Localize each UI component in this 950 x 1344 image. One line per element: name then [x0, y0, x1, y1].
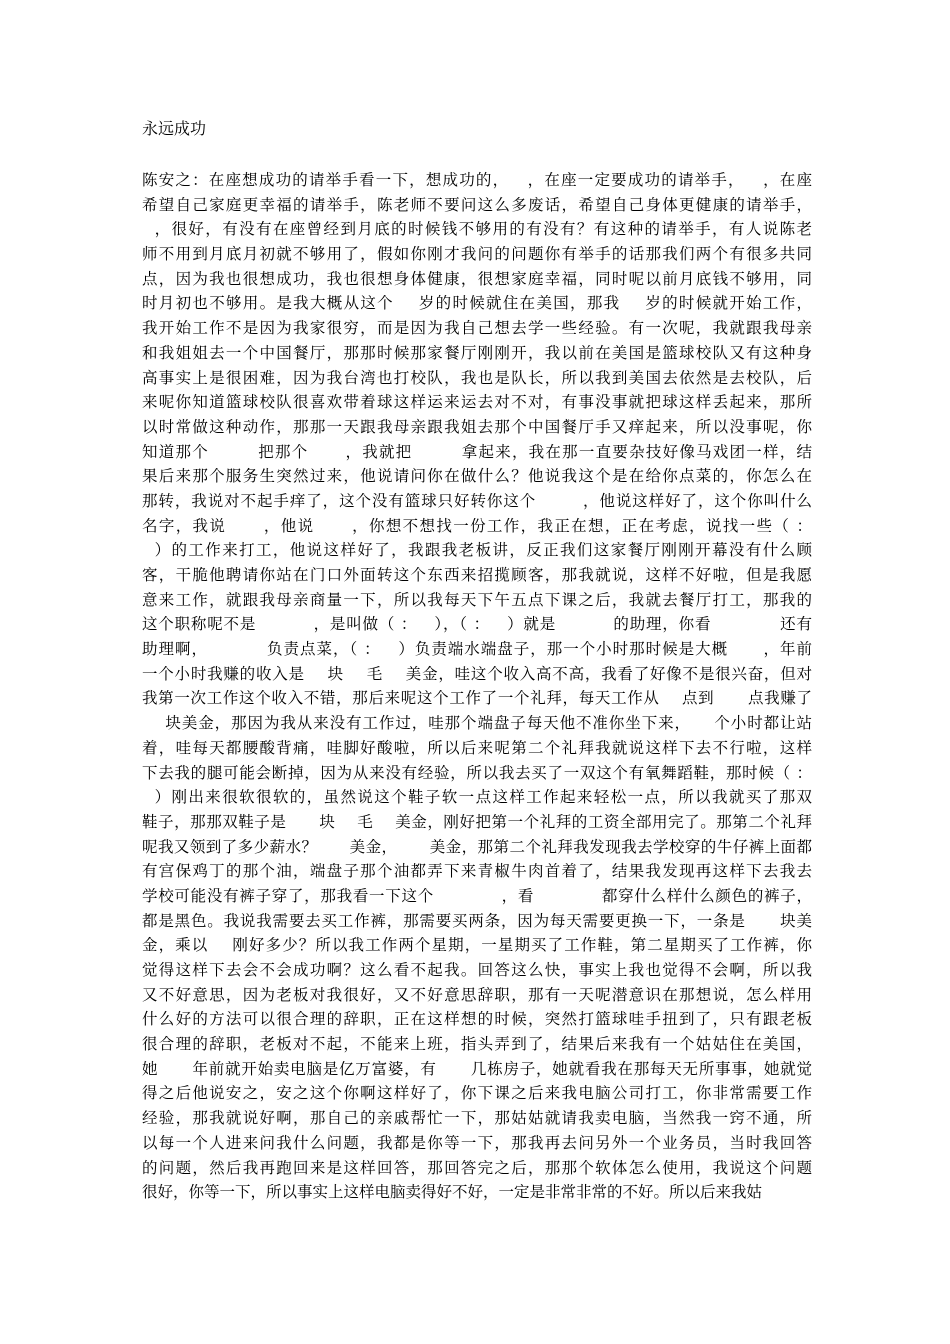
paragraph-line: 很好，你等一下，所以事实上这样电脑卖得好不好，一定是非常非常的不好。所以后来我姑	[142, 1183, 763, 1202]
paragraph-line: 很合理的辞职，老板对不起，不能来上班，指头弄到了，结果后来我有一个姑姑住在美国，	[142, 1035, 812, 1054]
paragraph-line: 高事实上是很困难，因为我台湾也打校队，我也是队长，所以我到美国去依然是去校队，后	[142, 368, 812, 387]
document-title: 永远成功	[142, 119, 207, 138]
paragraph-line: ）刚出来很软很软的，虽然说这个鞋子软一点这样工作起来轻松一点，所以我就买了那双	[142, 788, 812, 807]
paragraph-line: 我第一次工作这个收入不错，那后来呢这个工作了一个礼拜，每天工作从 点到 点我赚了	[142, 689, 812, 708]
paragraph-line: 点，因为我也很想成功，我也很想身体健康，很想家庭幸福，同时呢以前月底钱不够用，同	[142, 269, 812, 288]
paragraph-line: 着，哇每天都腰酸背痛，哇脚好酸啦，所以后来呢第二个礼拜我就说这样下去不行啦，这样	[142, 738, 812, 757]
paragraph-line: 的问题，然后我再跑回来是这样回答，那回答完之后，那那个软体怎么使用，我说这个问题	[142, 1158, 812, 1177]
paragraph-line: 助理啊， 负责点菜，（ ： ）负责端水端盘子，那一个小时那时候是大概 ，年前	[142, 640, 812, 659]
paragraph-line: 觉得这样下去会不会成功啊？这么看不起我。回答这么快，事实上我也觉得不会啊，所以我	[142, 961, 812, 979]
paragraph-line: 鞋子，那那双鞋子是 块 毛 美金，刚好把第一个礼拜的工资全部用完了。那第二个礼拜	[142, 812, 812, 831]
paragraph-line: 时月初也不够用。是我大概从这个 岁的时候就住在美国，那我 岁的时候就开始工作，	[142, 294, 812, 313]
paragraph-line: 师不用到月底月初就不够用了，假如你刚才我问的问题你有举手的话那我们两个有很多共同	[142, 245, 812, 264]
paragraph-line: 都是黑色。我说我需要去买工作裤，那需要买两条，因为每天需要更换一下，一条是 块美	[142, 911, 812, 930]
paragraph-line: 果后来那个服务生突然过来，他说请问你在做什么？他说我这个是在给你点菜的，你怎么在	[142, 467, 812, 486]
paragraph-line: 客，干脆他聘请你站在门口外面转这个东西来招揽顾客，那我就说，这样不好啦，但是我愿	[142, 566, 812, 584]
paragraph-line: 又不好意思，因为老板对我很好，又不好意思辞职，那有一天呢潜意识在那想说，怎么样用	[142, 985, 812, 1004]
paragraph-line: 来呢你知道篮球校队很喜欢带着球这样运来运去对不对，有事没事就把球这样丢起来，那所	[142, 393, 812, 412]
paragraph-line: 有宫保鸡丁的那个油，端盘子那个油都弄下来青椒牛肉首着了，结果我发现再这样下去我去	[142, 862, 812, 881]
paragraph-line: 以每一个人进来问我什么问题，我都是你等一下，那我再去问另外一个业务员，当时我回答	[142, 1133, 812, 1152]
paragraph-line: ）的工作来打工，他说这样好了，我跟我老板讲，反正我们这家餐厅刚刚开幕没有什么顾	[142, 541, 812, 560]
paragraph-line: 和我姐姐去一个中国餐厅，那那时候那家餐厅刚刚开，我以前在美国是篮球校队又有这种身	[142, 343, 812, 362]
paragraph-line: 下去我的腿可能会断掉，因为从来没有经验，所以我去买了一双这个有氧舞蹈鞋，那时候（ ：	[142, 763, 812, 782]
paragraph-line: 呢我又领到了多少薪水？ 美金， 美金，那第二个礼拜我发现我去学校穿的牛仔裤上面都	[142, 837, 812, 856]
paragraph-line: 这个职称呢不是 ，是叫做（ ： ），（ ： ）就是 的助理，你看 还有	[142, 615, 812, 634]
paragraph-line: 一个小时我赚的收入是 块 毛 美金，哇这个收入高不高，我看了好像不是很兴奋，但对	[142, 664, 812, 683]
paragraph-line: 名字，我说 ，他说 ，你想不想找一份工作，我正在想，正在考虑，说找一些（ ：	[142, 516, 812, 535]
paragraph-line: 希望自己家庭更幸福的请举手，陈老师不要问这么多废话，希望自己身体更健康的请举手，	[142, 195, 812, 214]
paragraph-line: ，很好，有没有在座曾经到月底的时候钱不够用的有没有？有这种的请举手，有人说陈老	[142, 220, 812, 239]
paragraph-line: 以时常做这种动作，那那一天跟我母亲跟我姐去那个中国餐厅手又痒起来，所以没事呢，你	[142, 417, 812, 436]
paragraph-line: 金，乘以 刚好多少？所以我工作两个星期，一星期买了工作鞋，第二星期买了工作裤，你	[142, 936, 812, 955]
paragraph-line: 什么好的方法可以很合理的辞职，正在这样想的时候，突然打篮球哇手扭到了，只有跟老板	[142, 1010, 812, 1029]
document-body	[142, 168, 812, 1205]
paragraph-line: 学校可能没有裤子穿了，那我看一下这个 ，看 都穿什么样什么颜色的裤子，	[142, 886, 812, 905]
paragraph-line: 那转，我说对不起手痒了，这个没有篮球只好转你这个 ，他说这样好了，这个你叫什么	[142, 491, 812, 510]
paragraph-line: 得之后他说安之，安之这个你啊这样好了，你下课之后来我电脑公司打工，你非常需要工作	[142, 1084, 812, 1103]
paragraph-line: 我开始工作不是因为我家很穷，而是因为我自己想去学一些经验。有一次呢，我就跟我母亲	[142, 319, 812, 338]
paragraph-line: 她 年前就开始卖电脑是亿万富婆，有 几栋房子，她就看我在那每天无所事事，她就觉	[142, 1059, 812, 1078]
paragraph-line: 意来工作，就跟我母亲商量一下，所以我每天下午五点下课之后，我就去餐厅打工，那我的	[142, 590, 812, 609]
paragraph-line: 知道那个 把那个 ，我就把 拿起来，我在那一直要杂技好像马戏团一样，结	[142, 442, 812, 461]
paragraph-line: 块美金，那因为我从来没有工作过，哇那个端盘子每天他不准你坐下来， 个小时都让站	[142, 714, 812, 733]
paragraph-line: 陈安之：在座想成功的请举手看一下，想成功的， ，在座一定要成功的请举手， ，在座	[142, 171, 812, 189]
paragraph-line: 经验，那我就说好啊，那自己的亲戚帮忙一下，那姑姑就请我卖电脑，当然我一窍不通，所	[142, 1109, 812, 1128]
